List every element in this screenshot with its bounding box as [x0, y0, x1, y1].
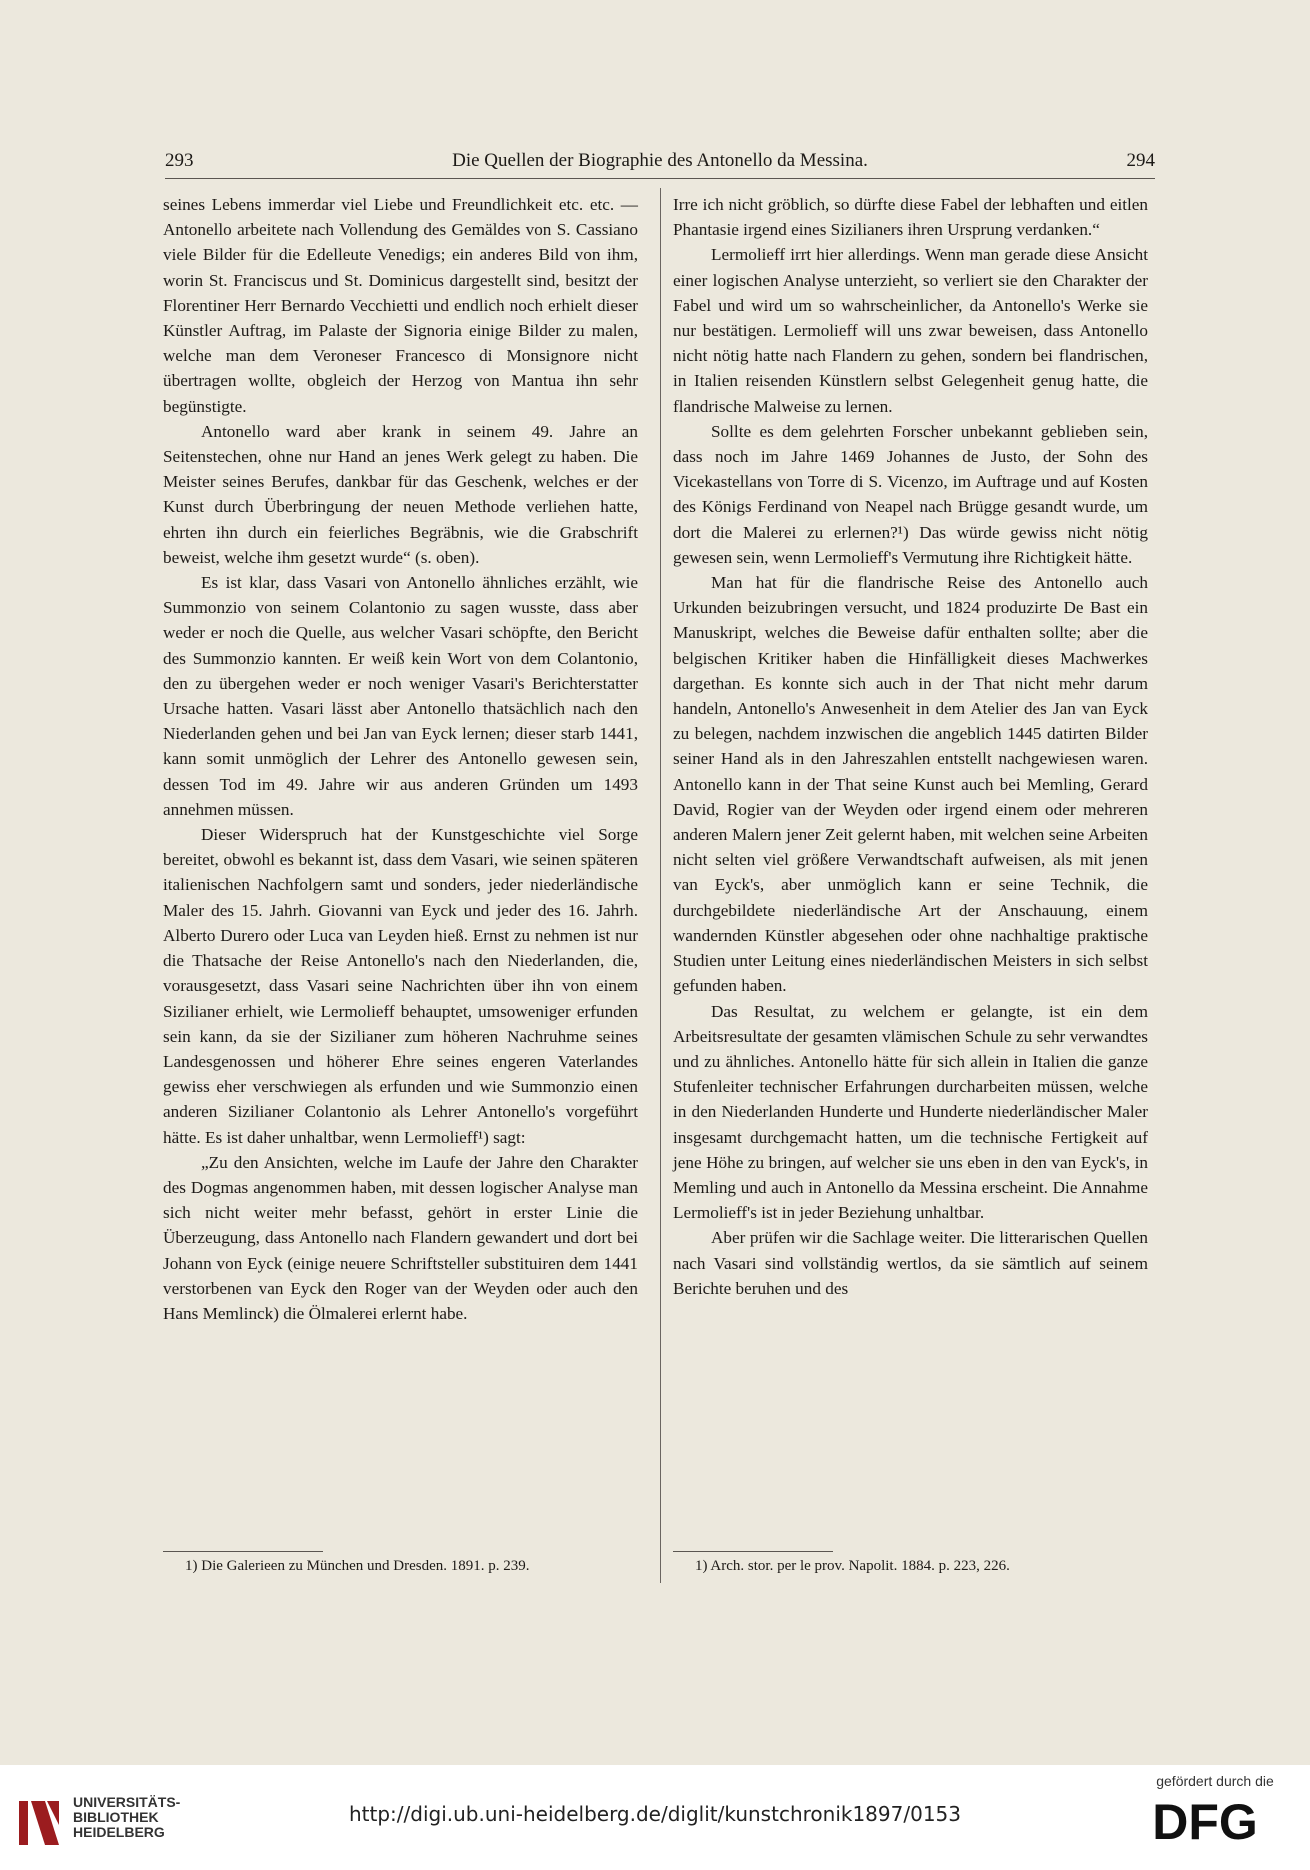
funding-caption: gefördert durch die: [1156, 1773, 1274, 1789]
running-header: [165, 150, 1155, 180]
paragraph: Das Resultat, zu welchem er gelangte, ist ein dem Arbeitsresultate der gesamten vlämischen Schule zu sehr verwandtes und zu ähnliches. Antonello hätte für sich allein in Italien die ganze Stufenleiter technischer Erfahrungen durcharbeiten müssen, welche in den Niederlanden Hunderte und Hunderte niederländischer Maler insgesamt durchgemacht hatten, um die technische Fertigkeit auf jene Höhe zu bringen, auf welcher sie uns eben in den van Eyck's, in Memling und auch in Antonello da Messina erscheint. Die Annahme Lermolieff's ist in jeder Beziehung unhaltbar.: [673, 1001, 1148, 1223]
paragraph: Es ist klar, dass Vasari von Antonello ähnliches erzählt, wie Summonzio von seinem Colantonio zu sagen wusste, dass aber weder er noch die Quelle, aus welcher Vasari schöpfte, den Bericht des Summonzio kannten. Er weiß kein Wort von dem Colantonio, den zu übergehen weder er noch weniger Vasari's Berichterstatter Ursache hatten. Vasari lässt aber Antonello thatsächlich nach den Niederlanden gehen und bei Jan van Eyck lernen; dieser starb 1441, kann somit unmöglich der Lehrer des Antonello gewesen sein, dessen Tod im 49. Jahre wir aus anderen Gründen um 1493 annehmen müssen.: [163, 573, 638, 819]
footnote-rule-left: [163, 1551, 323, 1552]
paragraph: seines Lebens immerdar viel Liebe und Freundlichkeit etc. etc. — Antonello arbeitete nach Vollendung des Gemäldes von S. Cassiano viele Bilder für die Edelleute Venedigs; ein anderes Bild von ihm, worin St. Franciscus und St. Dominicus dargestellt sind, besitzt der Florentiner Herr Bernardo Vecchietti und endlich noch erhielt dieser Künstler Auftrag, im Palaste der Signoria einige Bilder zu malen, welche man dem Veroneser Francesco di Monsignore nicht übertragen wollte, obgleich der Herzog von Mantua ihn sehr begünstigte.: [163, 195, 638, 416]
paragraph: Aber prüfen wir die Sachlage weiter. Die litterarischen Quellen nach Vasari sind vollständig wertlos, da sie sämtlich auf seinem Berichte beruhen und des: [673, 1228, 1148, 1298]
paragraph: Antonello ward aber krank in seinem 49. Jahre an Seitenstechen, ohne nur Hand an jenes Werk gelegt zu haben. Die Meister seines Berufes, dankbar für das Geschenk, welches er der Kunst durch Überbringung der neuen Methode verliehen hatte, ehrten ihn durch ein feierliches Begräbnis, wie die Grabschrift beweist, welche ihm gesetzt wurde“ (s. oben).: [163, 421, 638, 567]
paragraph: „Zu den Ansichten, welche im Laufe der Jahre den Charakter des Dogmas angenommen haben, mit dessen logischer Analyse man sich nicht weiter mehr befasst, gehört in erster Linie die Überzeugung, dass Antonello nach Flandern gewandert und dort bei Johann von Eyck (einige neuere Schriftsteller substituiren dem 1441 verstorbenen van Eyck den Roger van der Weyden oder auch den Hans Memlinck) die Ölmalerei erlernt habe.: [163, 1152, 638, 1323]
library-name-line: UNIVERSITÄTS-: [73, 1794, 181, 1810]
dfg-logo-text: DFG: [1152, 1795, 1258, 1845]
paragraph: Sollte es dem gelehrten Forscher unbekannt geblieben sein, dass noch im Jahre 1469 Johannes de Justo, der Sohn des Vicekastellans von Torre di S. Vicenzo, im Auftrage und auf Kosten des Königs Ferdinand von Neapel nach Brügge gesandt wurde, um dort die Malerei zu erlernen?¹) Das würde gewiss nicht nötig gewesen sein, wenn Lermolieff's Vermutung ihre Richtigkeit hätte.: [673, 421, 1148, 567]
dfg-logo[interactable]: [1140, 1773, 1290, 1868]
page-number-left: 293: [165, 150, 194, 171]
running-title: Die Quellen der Biographie des Antonello da Messina.: [452, 150, 868, 171]
footer-bar: [0, 1765, 1310, 1870]
left-column: [163, 192, 638, 1326]
paragraph: Dieser Widerspruch hat der Kunstgeschichte viel Sorge bereitet, obwohl es bekannt ist, dass dem Vasari, wie seinen späteren italienischen Nachfolgern samt und sonders, jeder niederländische Maler des 15. Jahrh. Giovanni van Eyck und jeder des 16. Jahrh. Alberto Durero oder Luca van Leyden hieß. Ernst zu nehmen ist nur die Thatsache der Reise Antonello's nach den Niederlanden, die, vorausgesetzt, dass Vasari seine Nachrichten über ihn von einem Sizilianer erhielt, wie Lermolieff behauptet, umsoweniger erfunden sein kann, da sie der Sizilianer zum höheren Nachruhme seines Landesgenossen und höherer Ehre seines engeren Vaterlandes gewiss eher verschwiegen als erfunden und wie Summonzio einen anderen Sizilianer Colantonio als Lehrer Antonello's vorgeführt hätte. Es ist daher unhaltbar, wenn Lermolieff¹) sagt:: [163, 825, 638, 1147]
source-url-link[interactable]: http://digi.ub.uni-heidelberg.de/diglit/kunstchronik1897/0153: [348, 1802, 961, 1826]
library-name-line: HEIDELBERG: [73, 1824, 165, 1840]
footnote-rule-right: [673, 1551, 833, 1552]
dfg-logo-icon: [1140, 1795, 1270, 1845]
library-name-line: BIBLIOTHEK: [73, 1809, 159, 1825]
page-number-right: 294: [1126, 150, 1155, 171]
paragraph: Lermolieff irrt hier allerdings. Wenn man gerade diese Ansicht einer logischen Analyse unterzieht, so verliert sie den Charakter der Fabel und wird um so wahrscheinlicher, da Antonello's Werke sie nur bestätigen. Lermolieff will uns zwar beweisen, dass Antonello nicht nötig hatte nach Flandern zu gehen, sondern bei flandrischen, in Italien reisenden Künstlern selbst Gelegenheit genug hatte, die flandrische Malweise zu lernen.: [673, 245, 1148, 416]
paragraph: Irre ich nicht gröblich, so dürfte diese Fabel der lebhaften und eitlen Phantasie irgend eines Sizilianers ihren Ursprung verdanken.“: [673, 195, 1148, 240]
footnote-right: 1) Arch. stor. per le prov. Napolit. 1884. p. 223, 226.: [695, 1558, 1010, 1574]
header-rule: [165, 178, 1155, 179]
right-column: [673, 192, 1148, 1301]
column-divider: [660, 188, 661, 1583]
paragraph: Man hat für die flandrische Reise des Antonello auch Urkunden beizubringen versucht, und 1824 produzirte De Bast ein Manuskript, welches die Beweise dafür enthalten sollte; aber die belgischen Kritiker haben die Hinfälligkeit dieses Machwerkes dargethan. Es konnte sich auch in der That nicht mehr darum handeln, Antonello's Anwesenheit in dem Atelier des Jan van Eyck zu belegen, nachdem inzwischen die angeblich 1445 datirten Bilder seiner Hand als in den Jahreszahlen entstellt nachgewiesen waren. Antonello kann in der That seine Kunst auch bei Memling, Gerard David, Rogier van der Weyden oder irgend einem oder mehreren anderen Malern jener Zeit gelernt haben, mit welchen seine Arbeiten nicht selten viel größere Verwandtschaft aufweisen, als mit jenen van Eyck's, aber unmöglich kann er seine Technik, die durchgebildete niederländische Art der Anschauung, einem wandernden Künstler abgesehen oder ohne nachhaltige praktische Studien unter Leitung eines niederländischen Meisters in sich selbst gefunden haben.: [673, 573, 1148, 996]
footnote-left: 1) Die Galerieen zu München und Dresden. 1891. p. 239.: [185, 1558, 530, 1574]
